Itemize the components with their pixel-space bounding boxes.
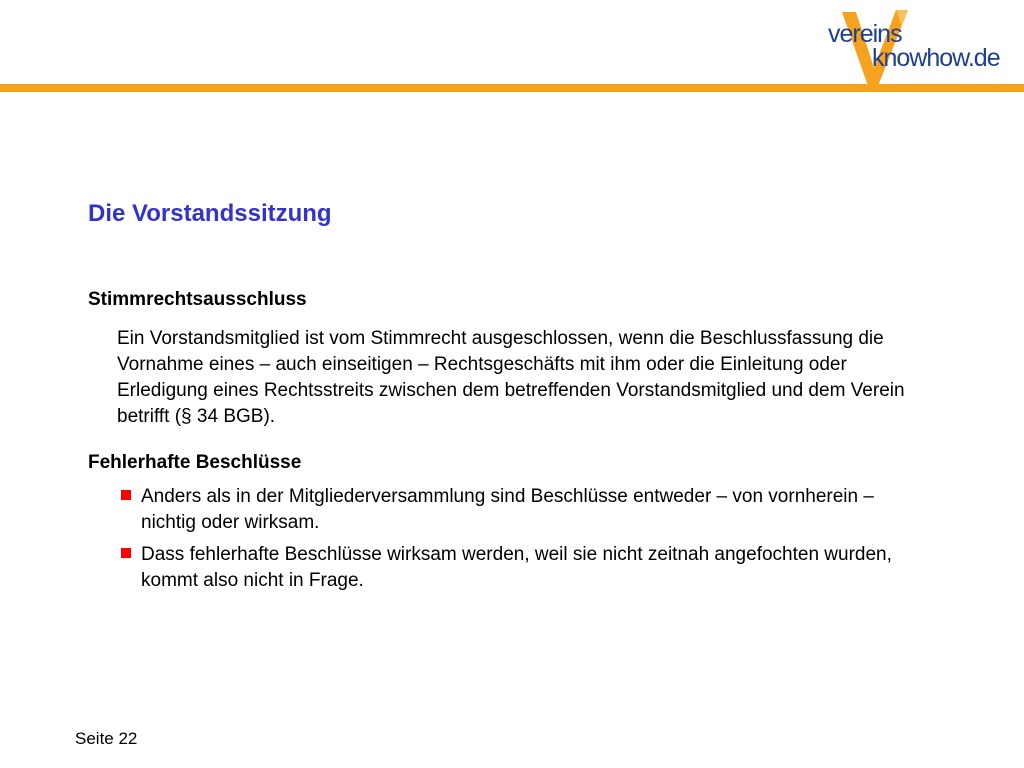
section-heading-stimmrecht: Stimmrechtsausschluss (88, 289, 307, 310)
square-bullet-icon (121, 490, 131, 500)
logo-text-bottom: knowhow.de (872, 44, 1000, 72)
section-paragraph-stimmrecht: Ein Vorstandsmitglied ist vom Stimmrecht ausgeschlossen, wenn die Beschlussfassung die Vornahme eines – auch einseitigen – Rechtsgeschäfts mit ihm oder die Einleitung oder Erledigung eines Rechtsstreits zwischen dem betreffenden Vorstandsmitglied und dem Verein betrifft (§ 34 BGB). (117, 328, 905, 427)
header-accent-bar (0, 84, 1024, 92)
section-heading-beschluesse: Fehlerhafte Beschlüsse (88, 452, 302, 473)
slide-title: Die Vorstandssitzung (88, 200, 332, 227)
bullet-item (118, 542, 918, 594)
bullet-text: Anders als in der Mitgliederversammlung sind Beschlüsse entweder – von vornherein – nichtig oder wirksam. (141, 486, 874, 533)
logo-text-top: vereins (828, 20, 902, 48)
vereinsknowhow-logo (822, 6, 1000, 88)
bullet-list (118, 484, 918, 600)
square-bullet-icon (121, 548, 131, 558)
page-number: Seite 22 (75, 729, 138, 748)
bullet-text: Dass fehlerhafte Beschlüsse wirksam werden, weil sie nicht zeitnah angefochten wurden, kommt also nicht in Frage. (141, 544, 892, 591)
bullet-item (118, 484, 918, 536)
